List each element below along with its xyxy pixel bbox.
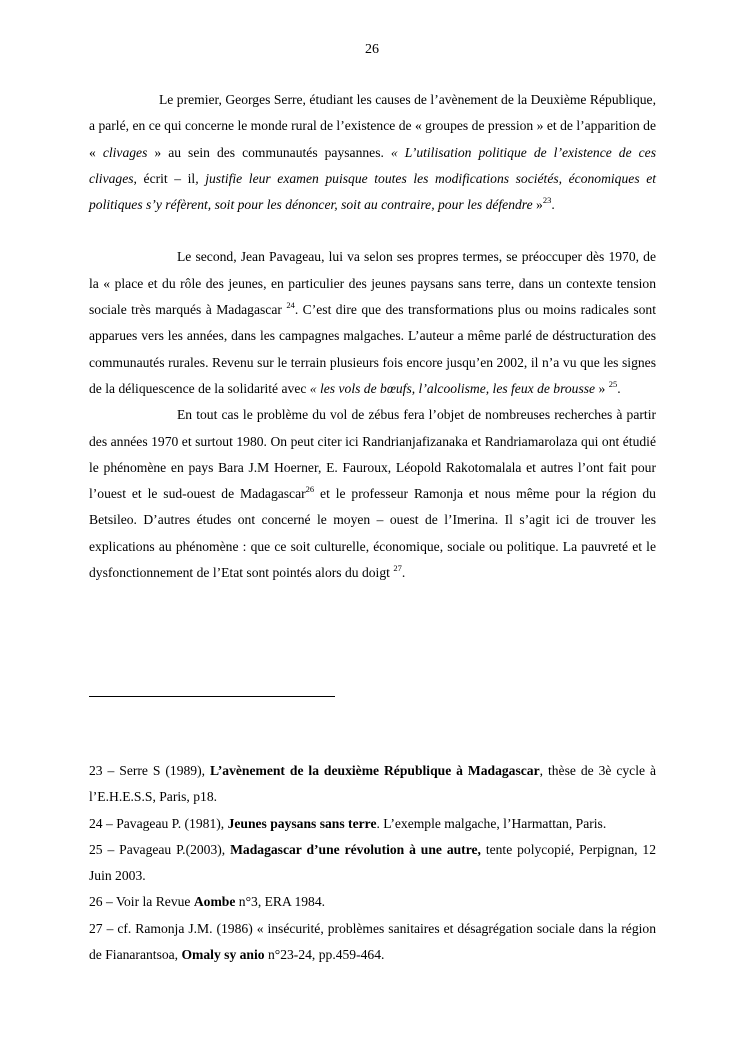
footnote-separator (89, 696, 335, 697)
footnote-ref-26: 26 (305, 484, 315, 495)
footnote-ref-27: 27 (393, 563, 402, 574)
footnote-ref-24: 24 (286, 300, 295, 311)
footnote-25: 25 – Pavageau P.(2003), Madagascar d’une révolution à une autre, tente polycopié, Perpignan, 12 Juin 2003. (89, 841, 656, 884)
page-number: 26 (365, 42, 379, 57)
footnote-ref-23: 23 (542, 195, 552, 206)
footnote-23: 23 – Serre S (1989), L’avènement de la deuxième République à Madagascar, thèse de 3è cycle à l’E.H.E.S.S, Paris, p18. (89, 763, 656, 805)
footnotes (89, 758, 656, 968)
paragraph-vol-de-zebus: En tout cas le problème du vol de zébus fera l’objet de nombreuses recherches à partir des années 1970 et surtout 1980. On peut citer ici Randrianjafizanaka et Randriamarolaza qui ont étudié le phénomène en pays Bara J.M Hoerner, E. Fauroux, Léopold Rakotomalala et autres l’ont fait pour l’ouest et le sud-ouest de Madagascar$^{26}$ et le professeur Ramonja et nous même pour la région du Betsileo. D’autres études ont concerné le moyen – ouest de l’Imerina. Il s’agit ici de trouver les explications au phénomène : que ce soit culturelle, économique, sociale ou politique. La pauvreté et le dysfonctionnement de l’Etat sont pointés alors du doigt $^{27}$. (89, 407, 656, 581)
body-text (89, 87, 656, 586)
footnote-27: 27 – cf. Ramonja J.M. (1986) « insécurité, problèmes sanitaires et désagrégation sociale dans la région de Fianarantsoa, Omaly sy anio n°23-24, pp.459-464. (89, 920, 656, 963)
footnote-24: 24 – Pavageau P. (1981), Jeunes paysans sans terre. L’exemple malgache, l’Harmattan, Paris. (89, 815, 607, 831)
footnote-ref-25: 25 (608, 378, 618, 389)
paragraph-pavageau: Le second, Jean Pavageau, lui va selon ses propres termes, se préoccuper dès 1970, de la « place et du rôle des jeunes, en particulier des jeunes paysans sans terre, dans un contexte tension sociale très marqués à Madagascar $^{24}$. C’est dire que des transformations plus ou moins radicales sont apparues vers les années, dans les campagnes malgaches. L’auteur a même parlé de déstructuration des communautés rurales. Revenu sur le terrain plusieurs fois encore jusqu’en 2002, il n’a vu que les signes de la déliquescence de la solidarité avec « les vols de bœufs, l’alcoolisme, les feux de brousse » $^{25}$. (89, 249, 656, 396)
footnote-26: 26 – Voir la Revue Aombe n°3, ERA 1984. (89, 894, 326, 910)
paragraph-serre: Le premier, Georges Serre, étudiant les causes de l’avènement de la Deuxième République, a parlé, en ce qui concerne le monde rural de l’existence de « groupes de pression » et de l’apparition de « clivages » au sein des communautés paysannes. « L’utilisation politique de l’existence de ces clivages, écrit – il, justifie leur examen puisque toutes les modifications sociétés, économiques et politiques s’y réfèrent, soit pour les dénoncer, soit au contraire, pour les défendre »$^{23}$. (89, 92, 657, 213)
